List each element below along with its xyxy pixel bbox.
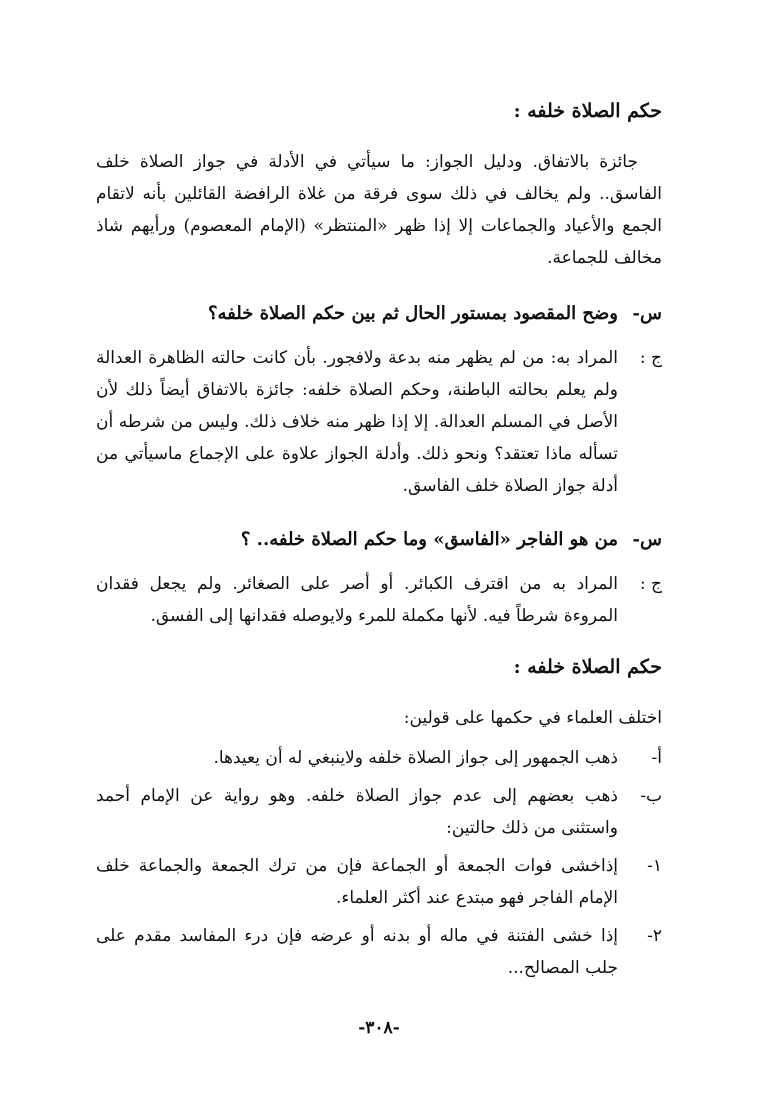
section-heading-ruling-2: حكم الصلاة خلفه : [513, 656, 662, 678]
answer-1 [96, 342, 662, 502]
question-text: وضح المقصود بمستور الحال ثم بين حكم الصلاة خلفه؟ [207, 303, 618, 324]
ruling-paragraph: جائزة بالاتفاق. ودليل الجواز: ما سيأتي في الأدلة في جواز الصلاة خلف الفاسق.. ولم يخالف في ذلك سوى فرقة من غلاة الرافضة القائلين بأنه لاتقام الجمع والأعياد والجماعات إلا إذا ظهر «المنتظر» (الإمام المعصوم) ورأيهم شاذ مخالف للجماعة. [96, 152, 662, 268]
question-text: من هو الفاجر «الفاسق» وما حكم الصلاة خلفه.. ؟ [240, 529, 618, 550]
list-item-text: إذاخشى فوات الجمعة أو الجماعة فإن من ترك الجمعة والجماعة خلف الإمام الفاجر فهو مبتدع عند أكثر العلماء. [96, 856, 618, 908]
question-label: س- [632, 529, 662, 550]
list-item [96, 742, 662, 774]
answer-2 [96, 568, 662, 632]
answer-label: ج : [639, 574, 662, 594]
list-item [96, 920, 662, 984]
list-item [96, 780, 662, 844]
question-2 [96, 524, 662, 556]
list-item-text: ذهب بعضهم إلى عدم جواز الصلاة خلفه. وهو رواية عن الإمام أحمد واستثنى من ذلك حالتين: [96, 786, 618, 838]
answer-text: المراد به من اقترف الكبائر. أو أصر على الصغائر. ولم يجعل فقدان المروءة شرطاً فيه. لأنها مكملة للمرء ولايوصله فقدانها إلى الفسق. [96, 574, 618, 626]
list-item-label: ١- [647, 856, 662, 876]
question-1 [96, 298, 662, 330]
page-number: -٣٠٨- [358, 1018, 400, 1038]
answer-label: ج : [639, 348, 662, 368]
opinions-intro: اختلف العلماء في حكمها على قولين: [403, 708, 662, 728]
list-item-label: أ- [651, 748, 662, 768]
section-heading-ruling: حكم الصلاة خلفه : [513, 100, 662, 122]
list-item [96, 850, 662, 914]
list-item-label: ب- [640, 786, 662, 806]
question-label: س- [632, 303, 662, 324]
list-item-text: ذهب الجمهور إلى جواز الصلاة خلفه ولاينبغي له أن يعيدها. [213, 748, 618, 768]
list-item-text: إذا خشى الفتنة في ماله أو بدنه أو عرضه فإن درء المفاسد مقدم على جلب المصالح... [96, 926, 618, 978]
list-item-label: ٢- [647, 926, 662, 946]
answer-text: المراد به: من لم يظهر منه بدعة ولافجور. بأن كانت حالته الظاهرة العدالة ولم يعلم بحالته الباطنة، وحكم الصلاة خلفه: جائزة بالاتفاق أيضاً ذلك لأن الأصل في المسلم العدالة. إلا إذا ظهر منه خلاف ذلك. وليس من شرطه أن تسأله ماذا تعتقد؟ ونحو ذلك. وأدلة الجواز علاوة على الإجماع ماسيأتي من أدلة جواز الصلاة خلف الفاسق. [96, 348, 618, 496]
